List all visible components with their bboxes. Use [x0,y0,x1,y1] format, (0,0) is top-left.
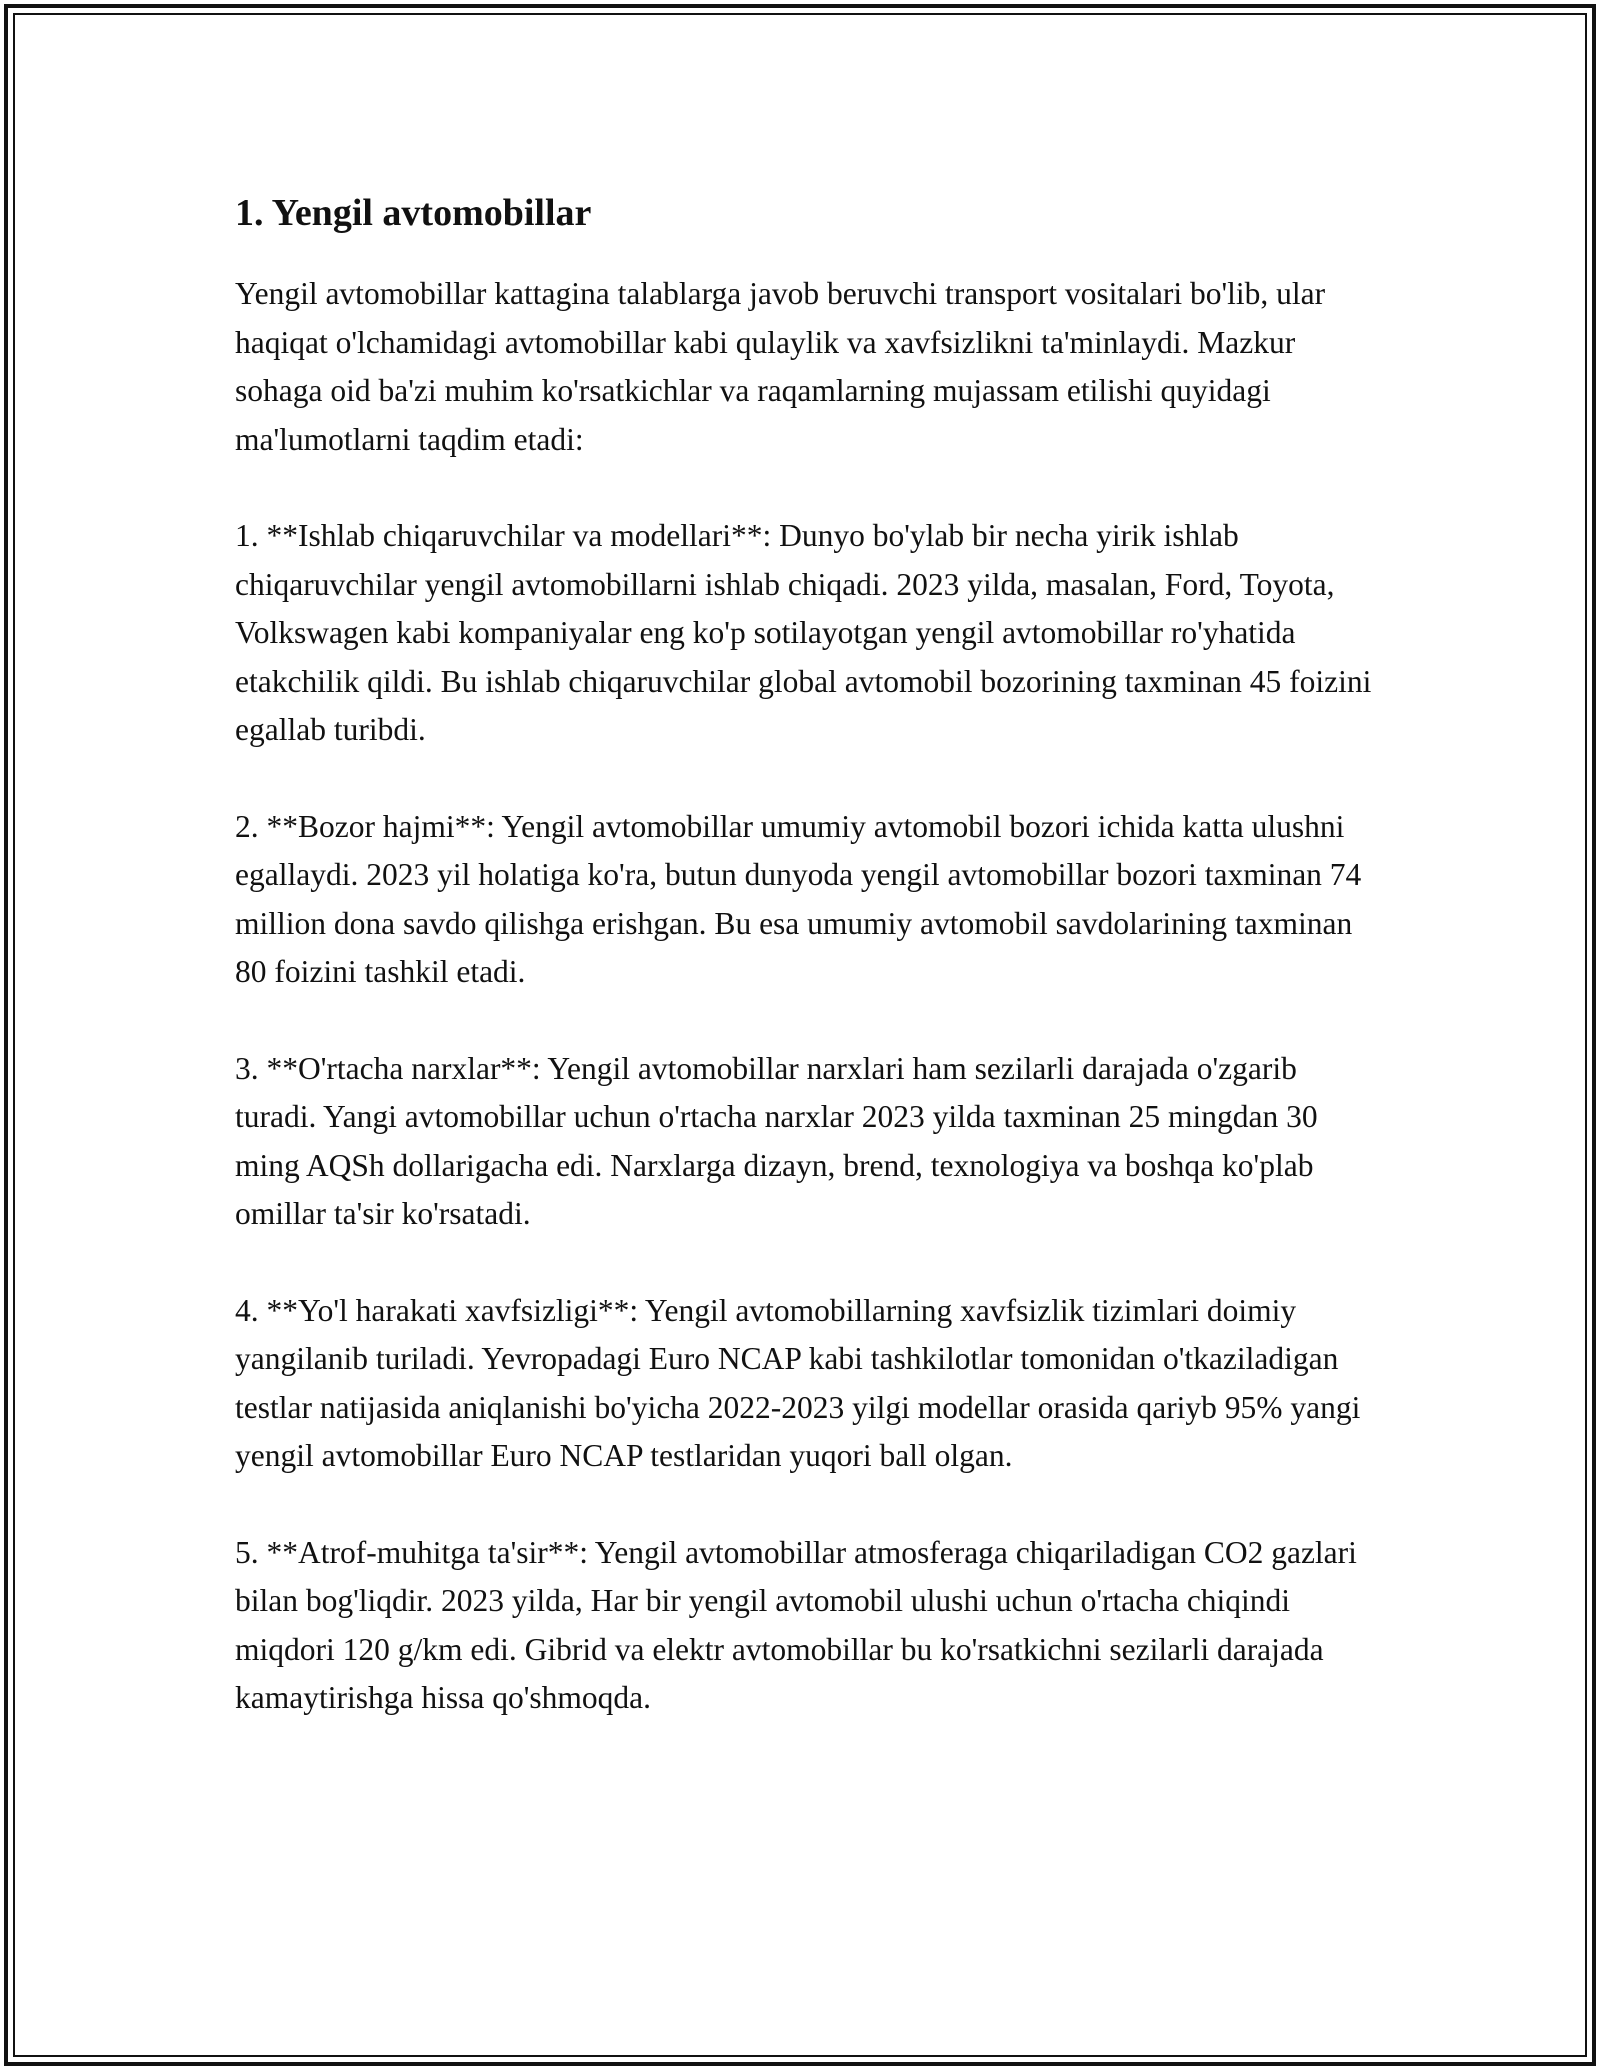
intro-paragraph: Yengil avtomobillar kattagina talablarga javob beruvchi transport vositalari bo'lib, ular haqiqat o'lchamidagi avtomobillar kabi qulaylik va xavfsizlikni ta'minlaydi. Mazkur sohaga oid ba'zi muhim ko'rsatkichlar va raqamlarning mujassam etilishi quyidagi ma'lumotlarni taqdim etadi: [235,276,1326,457]
paragraph-market-size: 2. **Bozor hajmi**: Yengil avtomobillar umumiy avtomobil bozori ichida katta ulushni egallaydi. 2023 yil holatiga ko'ra, butun dunyoda yengil avtomobillar bozori taxminan 74 million dona savdo qilishga erishgan. Bu esa umumiy avtomobil savdolarining taxminan 80 foizini tashkil etadi. [235,808,1362,989]
paragraph-manufacturers: 1. **Ishlab chiqaruvchilar va modellari**: Dunyo bo'ylab bir necha yirik ishlab chiqaruvchilar yengil avtomobillarni ishlab chiqadi. 2023 yilda, masalan, Ford, Toyota, Volkswagen kabi kompaniyalar eng ko'p sotilayotgan yengil avtomobillar ro'yhatida etakchilik qildi. Bu ishlab chiqaruvchilar global avtomobil bozorining taxminan 45 foizini egallab turibdi. [235,518,1372,747]
paragraph-road-safety: 4. **Yo'l harakati xavfsizligi**: Yengil avtomobillarning xavfsizlik tizimlari doimiy yangilanib turiladi. Yevropadagi Euro NCAP kabi tashkilotlar tomonidan o'tkaziladigan testlar natijasida aniqlanishi bo'yicha 2022-2023 yilgi modellar orasida qariyb 95% yangi yengil avtomobillar Euro NCAP testlaridan yuqori ball olgan. [235,1292,1361,1473]
section-heading: 1. Yengil avtomobillar [235,192,592,234]
paragraph-average-prices: 3. **O'rtacha narxlar**: Yengil avtomobillar narxlari ham sezilarli darajada o'zgarib turadi. Yangi avtomobillar uchun o'rtacha narxlar 2023 yilda taxminan 25 mingdan 30 ming AQSh dollarigacha edi. Narxlarga dizayn, brend, texnologiya va boshqa ko'plab omillar ta'sir ko'rsatadi. [235,1050,1318,1231]
paragraph-environment: 5. **Atrof-muhitga ta'sir**: Yengil avtomobillar atmosferaga chiqariladigan CO2 gazlari bilan bog'liqdir. 2023 yilda, Har bir yengil avtomobil ulushi uchun o'rtacha chiqindi miqdori 120 g/km edi. Gibrid va elektr avtomobillar bu ko'rsatkichni sezilarli darajada kamaytirishga hissa qo'shmoqda. [235,1534,1357,1715]
document-body [235,186,1380,1723]
